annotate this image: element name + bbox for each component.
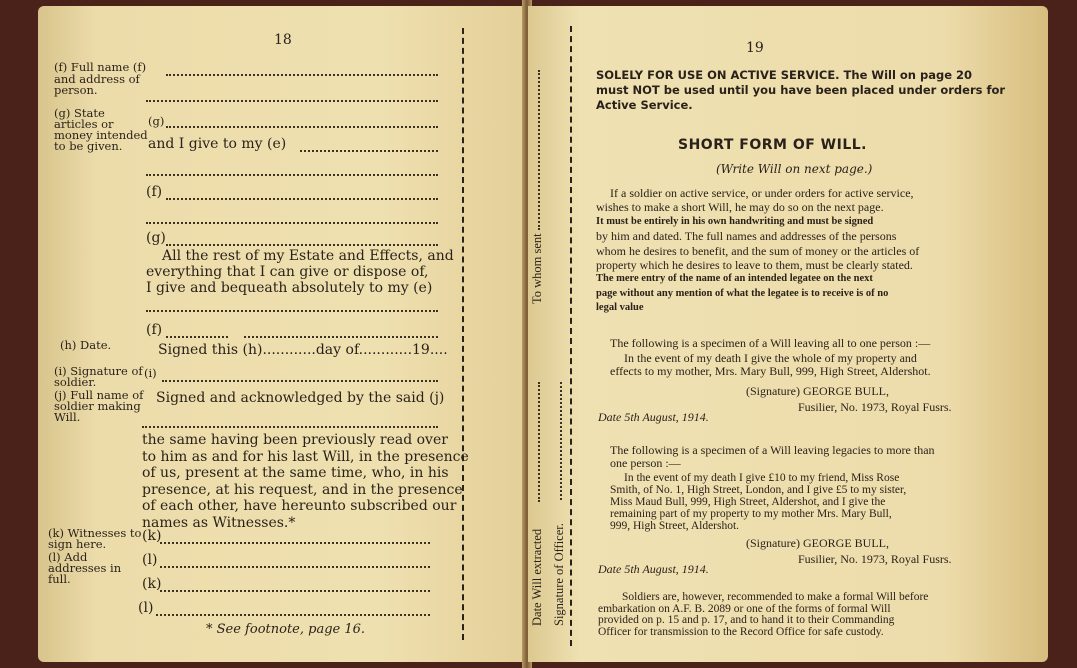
margin-note-k: (k) Witnesses to sign here. — [48, 526, 142, 551]
stub-perforation — [570, 26, 572, 646]
line-f5b — [244, 336, 438, 338]
line-g4 — [166, 244, 438, 246]
closing-line: Soldiers are, however, recommended to make a formal Will before — [622, 591, 929, 603]
witness-paragraph — [142, 432, 469, 531]
heading-short-form: SHORT FORM OF WILL. — [678, 137, 867, 153]
line-j — [142, 426, 438, 428]
line-f1 — [166, 74, 438, 76]
margin-to-whom-sent: To whom sent — [530, 233, 544, 304]
closing-line: provided on p. 15 and p. 17, and to hand it to their Commanding — [598, 614, 895, 626]
mark-k2: (k) — [142, 576, 162, 592]
line-f4 — [146, 222, 438, 224]
margin-note-i: (i) Signature of soldier. — [54, 364, 143, 389]
specimen-1-line-2: effects to my mother, Mrs. Mary Bull, 999, High Street, Aldershot. — [610, 364, 931, 378]
line-g2 — [300, 150, 438, 152]
line-rest — [146, 310, 438, 312]
intro-line: by him and dated. The full names and addresses of the persons — [596, 229, 897, 244]
mark-l: (l) — [142, 552, 158, 568]
line-i — [162, 380, 438, 382]
witness-line: of each other, have hereunto subscribed our — [142, 498, 457, 514]
mark-f3: (f) — [146, 322, 163, 338]
line-f5a — [166, 336, 228, 338]
specimen-2-line: 999, High Street, Aldershot. — [610, 520, 740, 532]
mark-g: (g) — [148, 114, 165, 128]
margin-signature-officer: Signature of Officer. — [552, 523, 566, 626]
margin-note-f-cont: and address of person. — [54, 72, 140, 97]
specimen-2-body — [610, 472, 906, 532]
line-g3 — [146, 174, 438, 176]
specimen-2-heading-2: one person :— — [610, 456, 681, 470]
mark-k: (k) — [142, 528, 162, 544]
rest-line-1: All the rest of my Estate and Effects, and — [162, 248, 454, 264]
specimen-2-rank: Fusilier, No. 1973, Royal Fusrs. — [798, 552, 952, 566]
specimen-2-line: In the event of my death I give £10 to my friend, Miss Rose — [624, 472, 900, 484]
witness-line: presence, at his request, and in the presence — [142, 481, 463, 498]
margin-note-j: (j) Full name of soldier making Will. — [54, 388, 144, 424]
give-to-my: and I give to my (e) — [148, 136, 287, 152]
witness-line: to him as and for his last Will, in the presence — [142, 448, 469, 465]
specimen-1-line-1: In the event of my death I give the whole of my property and — [624, 351, 917, 365]
witness-line: of us, present at the same time, who, in his — [142, 465, 449, 481]
specimen-2-heading-1: The following is a specimen of a Will leaving legacies to more than — [610, 443, 935, 457]
specimen-2-line: remaining part of my property to my mother Mrs. Mary Bull, — [610, 508, 892, 520]
intro-paragraph — [596, 186, 976, 316]
rest-line-2: everything that I can give or dispose of, — [146, 264, 429, 280]
line-l1 — [160, 566, 430, 568]
line-k1 — [160, 542, 430, 544]
margin-note-l: (l) Add addresses in full. — [48, 550, 122, 586]
specimen-1-heading: The following is a specimen of a Will leaving all to one person :— — [610, 336, 931, 350]
intro-line: If a soldier on active service, or under orders for active service, — [610, 186, 914, 200]
subheading: (Write Will on next page.) — [716, 162, 873, 176]
margin-date-extracted: Date Will extracted — [530, 528, 544, 626]
perforation-line — [462, 28, 464, 640]
closing-paragraph — [598, 592, 928, 638]
notice-line-1: SOLELY FOR USE ON ACTIVE SERVICE. The Will on page 20 — [596, 68, 973, 82]
line-date-extracted — [538, 382, 540, 502]
specimen-2-line: Smith, of No. 1, High Street, London, and I give £5 to my sister, — [610, 484, 907, 496]
signed-acknowledged: Signed and acknowledged by the said (j) — [156, 390, 445, 406]
specimen-2-signature: (Signature) GEORGE BULL, — [746, 536, 889, 550]
rest-line-3: I give and bequeath absolutely to my (e) — [146, 280, 433, 296]
specimen-2-line: Miss Maud Bull, 999, High Street, Aldershot, and I give the — [610, 496, 886, 508]
intro-line: page without any mention of what the legatee is to receive is of no — [596, 287, 889, 299]
intro-line: The mere entry of the name of an intended legatee on the next — [596, 273, 873, 285]
mark-l2: (l) — [138, 600, 154, 616]
closing-line: embarkation on A.F. B. 2089 or one of the forms of formal Will — [598, 602, 891, 615]
intro-line: wishes to make a short Will, he may do so on the next page. — [596, 200, 884, 215]
intro-line: whom he desires to benefit, and the sum of money or the articles of — [596, 243, 920, 258]
margin-note-g: (g) State articles or money intended to be given. — [54, 106, 148, 153]
notice-line-2: must NOT be used until you have been placed under orders for — [596, 83, 1006, 97]
closing-line: Officer for transmission to the Record Office for safe custody. — [598, 625, 884, 638]
intro-line: property which he desires to leave to them, must be clearly stated. — [596, 258, 913, 273]
mark-i: (i) — [144, 366, 157, 380]
notice-line-3: Active Service. — [596, 98, 693, 112]
line-g1 — [166, 126, 438, 128]
line-f3 — [166, 198, 438, 200]
line-k2 — [160, 590, 430, 592]
intro-line: legal value — [596, 302, 644, 314]
margin-note-f: (f) Full name (f) — [54, 60, 147, 74]
line-to-whom — [538, 70, 540, 230]
footnote-ref: * See footnote, page 16. — [206, 622, 366, 637]
line-l2 — [156, 614, 430, 616]
specimen-1-date: Date 5th August, 1914. — [598, 410, 709, 424]
line-f2 — [146, 100, 438, 102]
left-page — [38, 6, 526, 662]
witness-line: names as Witnesses.* — [142, 514, 296, 531]
margin-note-h: (h) Date. — [60, 338, 112, 352]
witness-line: the same having been previously read over — [142, 432, 448, 448]
intro-line: It must be entirely in his own handwriting and must be signed — [596, 215, 874, 227]
signed-this: Signed this (h)............day of............19.... — [158, 342, 448, 358]
mark-f2: (f) — [146, 184, 163, 200]
specimen-1-signature: (Signature) GEORGE BULL, — [746, 384, 889, 398]
mark-g2: (g) — [146, 230, 166, 246]
specimen-1-rank: Fusilier, No. 1973, Royal Fusrs. — [798, 400, 952, 414]
right-page — [528, 6, 1048, 662]
page-number-right: 19 — [746, 40, 764, 56]
line-officer — [560, 382, 562, 500]
page-number-left: 18 — [274, 32, 292, 48]
specimen-2-date: Date 5th August, 1914. — [598, 562, 709, 576]
